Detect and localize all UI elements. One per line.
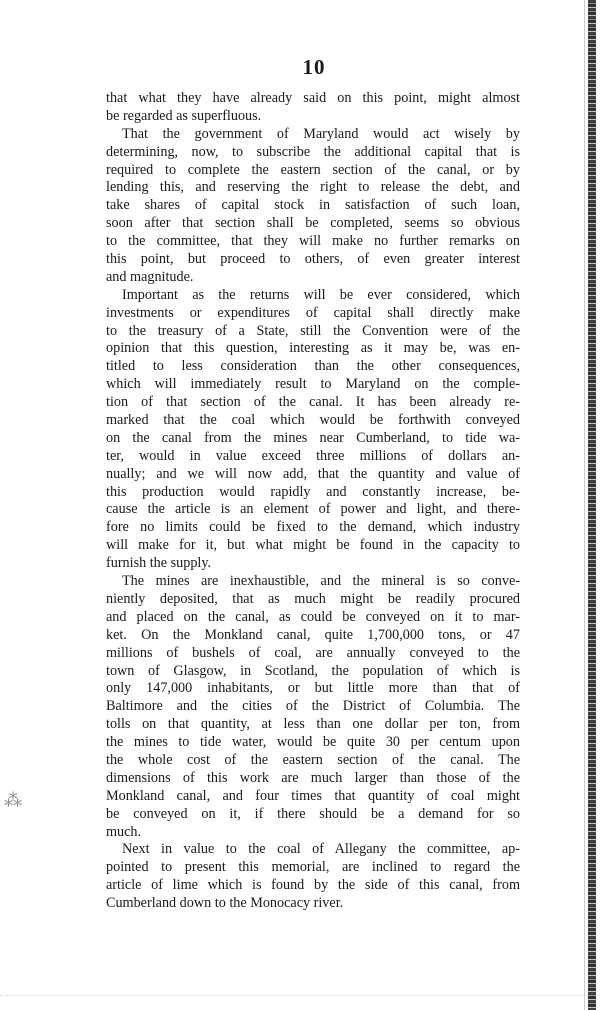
text-line: required to complete the eastern section of the canal, or by — [106, 161, 520, 178]
text-line: and magnitude. — [106, 268, 194, 285]
text-line: which will immediately result to Maryland on the comple- — [106, 376, 520, 393]
binding-edge-line — [584, 0, 585, 1010]
text-line: tolls on that quantity, at less than one dollar per ton, from — [106, 716, 520, 733]
text-line: this point, but proceed to others, of even greater interest — [106, 251, 520, 268]
text-line: investments or expenditures of capital shall directly make — [106, 304, 520, 321]
paragraph — [106, 841, 520, 913]
text-line: Cumberland down to the Monocacy river. — [106, 895, 344, 912]
text-line: will make for it, but what might be found in the capacity to — [106, 537, 520, 554]
text-line: on the canal from the mines near Cumberland, to tide wa- — [106, 429, 520, 446]
text-line: Next in value to the coal of Allegany the committee, ap- — [122, 841, 520, 858]
text-line: Baltimore and the cities of the District of Columbia. The — [106, 698, 520, 715]
body-text — [106, 90, 520, 913]
text-line: much. — [106, 823, 142, 840]
paragraph — [106, 126, 520, 287]
text-line: this production would rapidly and constantly increase, be- — [106, 483, 520, 500]
paragraph — [106, 573, 520, 841]
text-line: that what they have already said on this point, might almost — [106, 90, 520, 106]
text-line: the mines to tide water, would be quite 30 per centum upon — [106, 734, 520, 751]
bottom-page-edge — [0, 995, 600, 998]
text-line: and placed on the canal, as could be conveyed on it to mar- — [106, 608, 520, 625]
text-line: soon after that section shall be completed, seems so obvious — [106, 215, 520, 232]
text-line: article of lime which is found by the side of this canal, from — [106, 877, 520, 894]
text-line: lending this, and reserving the right to release the debt, and — [106, 179, 520, 196]
binding-edge — [588, 0, 596, 1010]
text-line: take shares of capital stock in satisfaction of such loan, — [106, 197, 520, 214]
text-line: The mines are inexhaustible, and the mineral is so conve- — [122, 573, 520, 590]
text-line: be regarded as superfluous. — [106, 107, 262, 124]
page-number: 10 — [302, 55, 326, 79]
text-line: ter, would in value exceed three millions of dollars an- — [106, 447, 520, 464]
text-line: be conveyed on it, if there should be a demand for so — [106, 805, 520, 822]
text-line: ket. On the Monkland canal, quite 1,700,000 tons, or 47 — [106, 626, 520, 643]
text-line: cause the article is an element of power and light, and there- — [106, 501, 520, 518]
text-line: to the committee, that they will make no further remarks on — [106, 233, 520, 250]
text-line: That the government of Maryland would act wisely by — [122, 125, 520, 142]
text-line: tion of that section of the canal. It has been already re- — [106, 394, 520, 411]
text-line: Monkland canal, and four times that quantity of coal might — [106, 787, 520, 804]
text-line: the whole cost of the eastern section of the canal. The — [106, 751, 520, 768]
text-line: millions of bushels of coal, are annually conveyed to the — [106, 644, 520, 661]
margin-ink-mark: ⁂ — [4, 790, 22, 810]
text-line: opinion that this question, interesting as it may be, was en- — [106, 340, 520, 357]
paragraph — [106, 287, 520, 573]
text-line: dimensions of this work are much larger than those of the — [106, 769, 520, 786]
text-line: marked that the coal which would be forthwith conveyed — [106, 412, 520, 429]
text-line: to the treasury of a State, still the Convention were of the — [106, 322, 520, 339]
text-line: titled to less consideration than the other consequences, — [106, 358, 520, 375]
text-line: furnish the supply. — [106, 555, 212, 572]
text-line: pointed to present this memorial, are inclined to regard the — [106, 859, 520, 876]
text-line: only 147,000 inhabitants, or but little more than that of — [106, 680, 520, 697]
text-line: determining, now, to subscribe the additional capital that is — [106, 143, 520, 160]
text-line: fore no limits could be fixed to the demand, which industry — [106, 519, 520, 536]
text-line: niently deposited, that as much might be readily procured — [106, 590, 520, 607]
text-line: town of Glasgow, in Scotland, the population of which is — [106, 662, 520, 679]
paragraph — [106, 90, 520, 126]
text-line: Important as the returns will be ever considered, which — [122, 286, 520, 303]
text-line: nually; and we will now add, that the quantity and value of — [106, 465, 520, 482]
